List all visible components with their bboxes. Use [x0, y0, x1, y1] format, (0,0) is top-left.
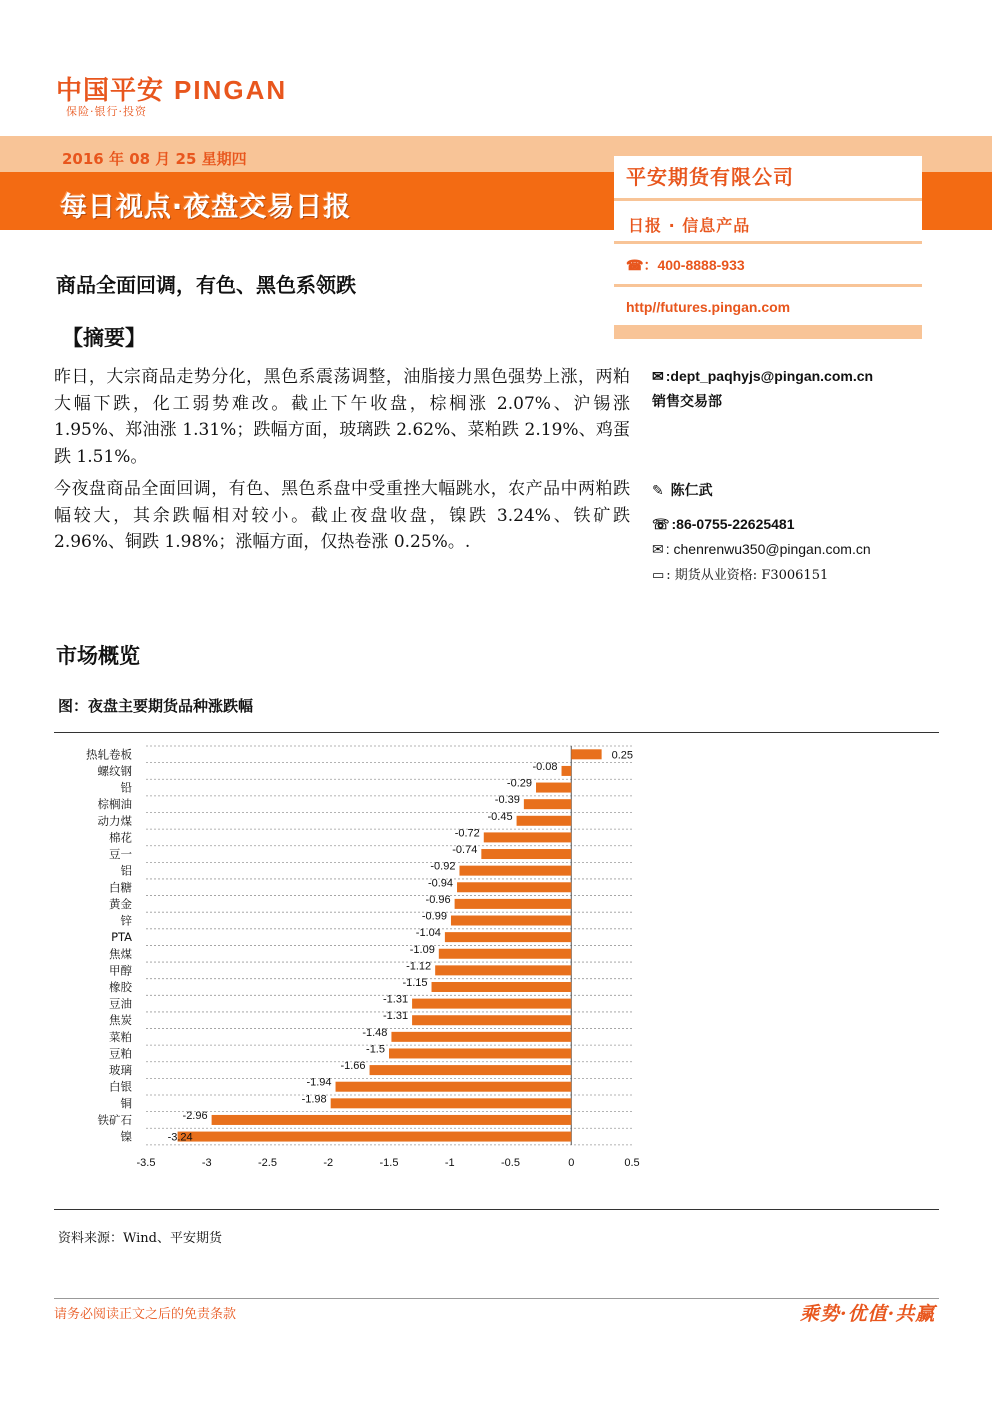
- x-tick-label: -1.5: [379, 1157, 399, 1169]
- category-label: 动力煤: [97, 813, 132, 828]
- value-label: -0.72: [454, 827, 480, 840]
- category-label: 白银: [109, 1079, 132, 1094]
- bar-15: [412, 999, 571, 1009]
- category-label: 铝: [120, 863, 132, 878]
- value-label: -1.04: [415, 927, 441, 940]
- bar-18: [389, 1048, 571, 1058]
- bar-20: [336, 1082, 572, 1092]
- bar-14: [432, 982, 572, 992]
- hotline: ☎：400-8888-933: [626, 257, 745, 273]
- value-label: -0.08: [532, 760, 558, 773]
- x-tick-label: -0.5: [501, 1157, 520, 1169]
- phone-icon: ☎: [626, 257, 644, 273]
- website-link[interactable]: http//futures.pingan.com: [626, 299, 791, 315]
- figure-bottom-rule: [54, 1209, 939, 1210]
- logo-cn: 中国平安: [56, 76, 165, 106]
- bar-2: [536, 783, 571, 793]
- bar-17: [391, 1032, 571, 1042]
- bar-10: [451, 916, 571, 926]
- bar-12: [439, 949, 571, 959]
- bar-9: [455, 899, 572, 909]
- value-label: -0.45: [487, 810, 513, 823]
- data-source: 资料来源：Wind、平安期货: [58, 1231, 222, 1246]
- x-tick-label: -3.5: [136, 1157, 156, 1169]
- value-label: -2.96: [182, 1109, 208, 1122]
- envelope-icon: ✉: [652, 541, 664, 557]
- x-tick-label: 0.5: [624, 1157, 640, 1169]
- value-label: -0.74: [452, 844, 478, 857]
- value-label: 0.25: [611, 749, 634, 762]
- value-label: -0.96: [425, 893, 451, 906]
- category-label: 棕榈油: [97, 797, 132, 812]
- value-label: -1.98: [301, 1093, 327, 1106]
- phone-icon: ☏: [652, 516, 670, 532]
- abstract-heading: 【摘要】: [62, 326, 146, 350]
- bar-7: [459, 866, 571, 876]
- category-label: PTA: [111, 930, 132, 945]
- headline: 商品全面回调，有色、黑色系领跌: [56, 273, 356, 297]
- x-tick-label: -1: [444, 1157, 455, 1169]
- abstract-paragraph-2: 今夜盘商品全面回调，有色、黑色系盘中受重挫大幅跳水，农产品中两粕跌幅较大，其余跌幅相对较小。截止夜盘收盘，镍跌 3.24%、铁矿跌 2.96%、铜跌 1.98%；涨幅方面，仅热卷涨 0.25%。.: [54, 479, 630, 552]
- bar-16: [412, 1015, 571, 1025]
- value-label: -1.5: [366, 1043, 385, 1056]
- bar-1: [562, 766, 572, 776]
- value-label: -1.12: [406, 960, 432, 973]
- value-label: -1.94: [306, 1076, 332, 1089]
- category-label: 铅: [120, 780, 132, 795]
- slogan: 乘势·优值·共赢: [800, 1303, 936, 1325]
- bar-0: [571, 749, 601, 759]
- analyst-email[interactable]: ✉ : chenrenwu350@pingan.com.cn: [652, 541, 871, 557]
- value-label: -1.09: [409, 943, 435, 956]
- bar-23: [178, 1132, 572, 1142]
- x-tick-label: -2.5: [258, 1157, 277, 1169]
- value-label: -0.39: [494, 794, 520, 807]
- dept-name: 销售交易部: [652, 394, 722, 410]
- qualification: ▭ : 期货从业资格: F3006151: [652, 568, 829, 583]
- dept-email[interactable]: ✉ :dept_paqhyjs@pingan.com.cn: [652, 368, 874, 384]
- analyst-name: ✎ 陈仁武: [652, 483, 713, 499]
- id-card-icon: ▭: [652, 568, 665, 583]
- bar-11: [445, 932, 571, 942]
- bar-22: [212, 1115, 572, 1125]
- value-label: -1.31: [383, 993, 409, 1006]
- category-label: 豆粕: [109, 1046, 132, 1061]
- value-label: -1.15: [402, 976, 428, 989]
- category-label: 热轧卷板: [86, 747, 132, 762]
- bar-19: [370, 1065, 572, 1075]
- value-label: -0.99: [421, 910, 447, 923]
- category-label: 黄金: [109, 896, 132, 911]
- envelope-icon: ✉: [652, 368, 664, 384]
- value-label: -1.48: [362, 1026, 388, 1039]
- category-label: 白糖: [109, 880, 132, 895]
- category-label: 甲醇: [109, 963, 132, 978]
- value-label: -1.31: [383, 1010, 409, 1023]
- x-tick-label: -2: [323, 1157, 334, 1169]
- pen-icon: ✎: [652, 483, 664, 499]
- bar-21: [331, 1098, 572, 1108]
- category-label: 铜: [120, 1096, 132, 1111]
- company-name: 平安期货有限公司: [626, 165, 794, 189]
- category-label: 豆油: [109, 996, 132, 1011]
- figure-title: 图：夜盘主要期货品种涨跌幅: [58, 697, 254, 715]
- category-label: 焦炭: [109, 1013, 132, 1028]
- category-label: 玻璃: [109, 1063, 132, 1078]
- bar-3: [524, 799, 571, 809]
- report-title: 每日视点·夜盘交易日报: [60, 192, 352, 223]
- bar-13: [435, 965, 571, 975]
- value-label: -0.94: [427, 877, 454, 890]
- category-label: 铁矿石: [97, 1112, 132, 1127]
- bar-6: [481, 849, 571, 859]
- value-label: -3.24: [167, 1131, 193, 1144]
- report-type: 日报 · 信息产品: [628, 216, 751, 235]
- bar-4: [517, 816, 572, 826]
- logo-en: PINGAN: [174, 75, 288, 105]
- section-title: 市场概览: [56, 644, 140, 668]
- abstract-paragraph-1: 昨日，大宗商品走势分化，黑色系震荡调整，油脂接力黑色强势上涨，两粕大幅下跌，化工弱势难改。截止下午收盘，棕榈涨 2.07%、沪锡涨 1.95%、郑油涨 1.31%；跌幅方面，玻璃跌 2.62%、菜粕跌 2.19%、鸡蛋跌 1.51%。: [54, 367, 630, 467]
- x-tick-label: 0: [568, 1157, 575, 1169]
- bar-5: [484, 832, 571, 842]
- category-label: 豆一: [109, 847, 132, 862]
- analyst-phone: ☏ :86-0755-22625481: [652, 516, 795, 532]
- category-label: 棉花: [109, 830, 132, 845]
- value-label: -0.92: [430, 860, 456, 873]
- category-label: 橡胶: [109, 979, 132, 994]
- category-label: 镍: [120, 1129, 132, 1144]
- category-label: 螺纹钢: [97, 763, 132, 778]
- category-label: 焦煤: [109, 946, 132, 961]
- value-label: -1.66: [340, 1060, 366, 1073]
- bar-8: [457, 882, 571, 892]
- x-tick-label: -3: [201, 1157, 212, 1169]
- value-label: -0.29: [506, 777, 533, 790]
- logo-tagline: 保险·银行·投资: [66, 105, 147, 118]
- report-date: 2016 年 08 月 25 星期四: [62, 150, 247, 168]
- category-label: 锌: [120, 913, 132, 928]
- category-label: 菜粕: [109, 1029, 132, 1044]
- disclaimer-note: 请务必阅读正文之后的免责条款: [54, 1307, 237, 1322]
